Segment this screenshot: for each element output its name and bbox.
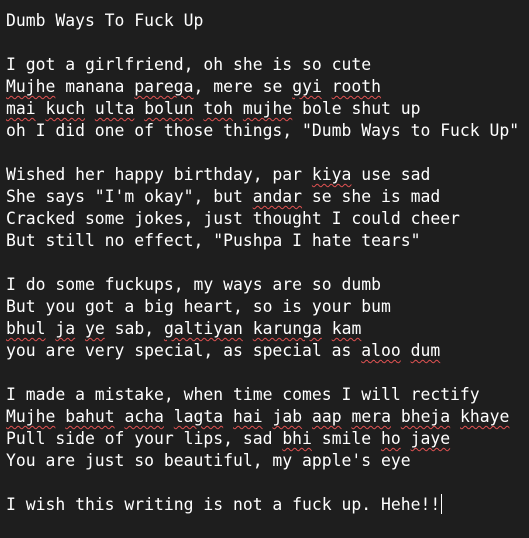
editor-line <box>6 10 529 32</box>
line-text: se she is mad <box>302 187 441 206</box>
misspelled-word: kam <box>331 319 362 338</box>
misspelled-word: bheja <box>400 407 451 426</box>
line-text <box>233 99 243 118</box>
misspelled-word: Mujhe <box>6 77 56 96</box>
line-text: Dumb Ways To Fuck Up <box>6 11 204 30</box>
editor-line <box>6 428 529 450</box>
line-text: oh I did one of those things, "Dumb Ways to Fuck Up" <box>6 121 520 140</box>
line-text: I made a mistake, when time comes I will rectify <box>6 385 480 404</box>
line-text <box>342 407 352 426</box>
line-text <box>391 407 401 426</box>
editor-line <box>6 406 529 428</box>
misspelled-word: bhul <box>6 319 46 338</box>
editor-line <box>6 252 529 274</box>
misspelled-word: Mujhe <box>6 407 56 426</box>
line-text: bole shut up <box>292 99 421 118</box>
editor-line <box>6 274 529 296</box>
misspelled-word: mujhe <box>242 99 293 118</box>
misspelled-word: jab <box>272 407 303 426</box>
misspelled-word: jaye <box>410 429 451 448</box>
misspelled-word: ulta <box>94 99 135 118</box>
editor-line <box>6 362 529 384</box>
editor-line <box>6 120 529 142</box>
line-text <box>36 99 46 118</box>
line-text <box>164 407 174 426</box>
line-text: Wished her happy birthday, par <box>6 165 312 184</box>
misspelled-word: parega <box>134 77 194 96</box>
editor-line <box>6 318 529 340</box>
line-text <box>85 99 95 118</box>
line-text: Cracked some jokes, just thought I could cheer <box>6 209 460 228</box>
misspelled-word: andar <box>252 187 303 206</box>
line-text: smile <box>311 429 381 448</box>
misspelled-word: gyi <box>292 77 322 96</box>
editor-line <box>6 98 529 120</box>
editor-line <box>6 186 529 208</box>
editor-line <box>6 384 529 406</box>
misspelled-word: ye <box>84 319 105 338</box>
misspelled-word: galtiyan <box>163 319 243 338</box>
misspelled-word: ja <box>55 319 76 338</box>
editor-line <box>6 230 529 252</box>
misspelled-word: rooth <box>331 77 382 96</box>
editor-line <box>6 340 529 362</box>
misspelled-word: lagta <box>173 407 224 426</box>
line-text: I do some fuckups, my ways are so dumb <box>6 275 381 294</box>
editor-line <box>6 142 529 164</box>
line-text: She says "I'm okay", but <box>6 187 253 206</box>
line-text <box>263 407 273 426</box>
line-text <box>75 319 85 338</box>
line-text: manana <box>55 77 135 96</box>
editor-line <box>6 494 529 516</box>
misspelled-word: karunga <box>252 319 322 338</box>
line-text: sab, <box>104 319 164 338</box>
misspelled-word: toh <box>203 99 234 118</box>
misspelled-word: dum <box>410 341 441 360</box>
misspelled-word: aap <box>311 407 342 426</box>
text-cursor <box>441 494 442 514</box>
line-text <box>134 99 144 118</box>
misspelled-word: ho <box>381 429 401 448</box>
editor-line <box>6 54 529 76</box>
editor-line <box>6 296 529 318</box>
misspelled-word: kiya <box>311 165 352 184</box>
line-text <box>45 319 55 338</box>
line-text <box>243 319 253 338</box>
editor-line <box>6 32 529 54</box>
editor-line <box>6 164 529 186</box>
misspelled-word: mai <box>6 99 36 118</box>
line-text: But you got a big heart, so is your bum <box>6 297 391 316</box>
line-text: you are very special, as special as <box>6 341 362 360</box>
line-text <box>115 407 125 426</box>
line-text: , mere se <box>193 77 293 96</box>
editor-line <box>6 472 529 494</box>
editor-line <box>6 450 529 472</box>
line-text <box>194 99 204 118</box>
line-text: Pull side of your lips, sad <box>6 429 283 448</box>
misspelled-word: khaye <box>460 407 510 426</box>
misspelled-word: kuch <box>45 99 85 118</box>
editor-line <box>6 208 529 230</box>
misspelled-word: bolun <box>144 99 194 118</box>
line-text <box>302 407 312 426</box>
line-text <box>322 77 332 96</box>
line-text: I got a girlfriend, oh she is so cute <box>6 55 372 74</box>
line-text: I wish this writing is not a fuck up. Hehe!! <box>6 495 441 514</box>
line-text <box>450 407 460 426</box>
line-text <box>401 429 411 448</box>
line-text: But still no effect, "Pushpa I hate tears" <box>6 231 421 250</box>
line-text <box>401 341 411 360</box>
line-text <box>55 407 65 426</box>
line-text <box>322 319 332 338</box>
misspelled-word: bahut <box>65 407 115 426</box>
line-text: You are just so beautiful, my apple's eye <box>6 451 411 470</box>
line-text: use sad <box>351 165 431 184</box>
misspelled-word: acha <box>124 407 164 426</box>
misspelled-word: bhi <box>282 429 312 448</box>
misspelled-word: mera <box>351 407 391 426</box>
line-text <box>223 407 233 426</box>
misspelled-word: hai <box>233 407 263 426</box>
editor-line <box>6 76 529 98</box>
misspelled-word: aloo <box>361 341 401 360</box>
